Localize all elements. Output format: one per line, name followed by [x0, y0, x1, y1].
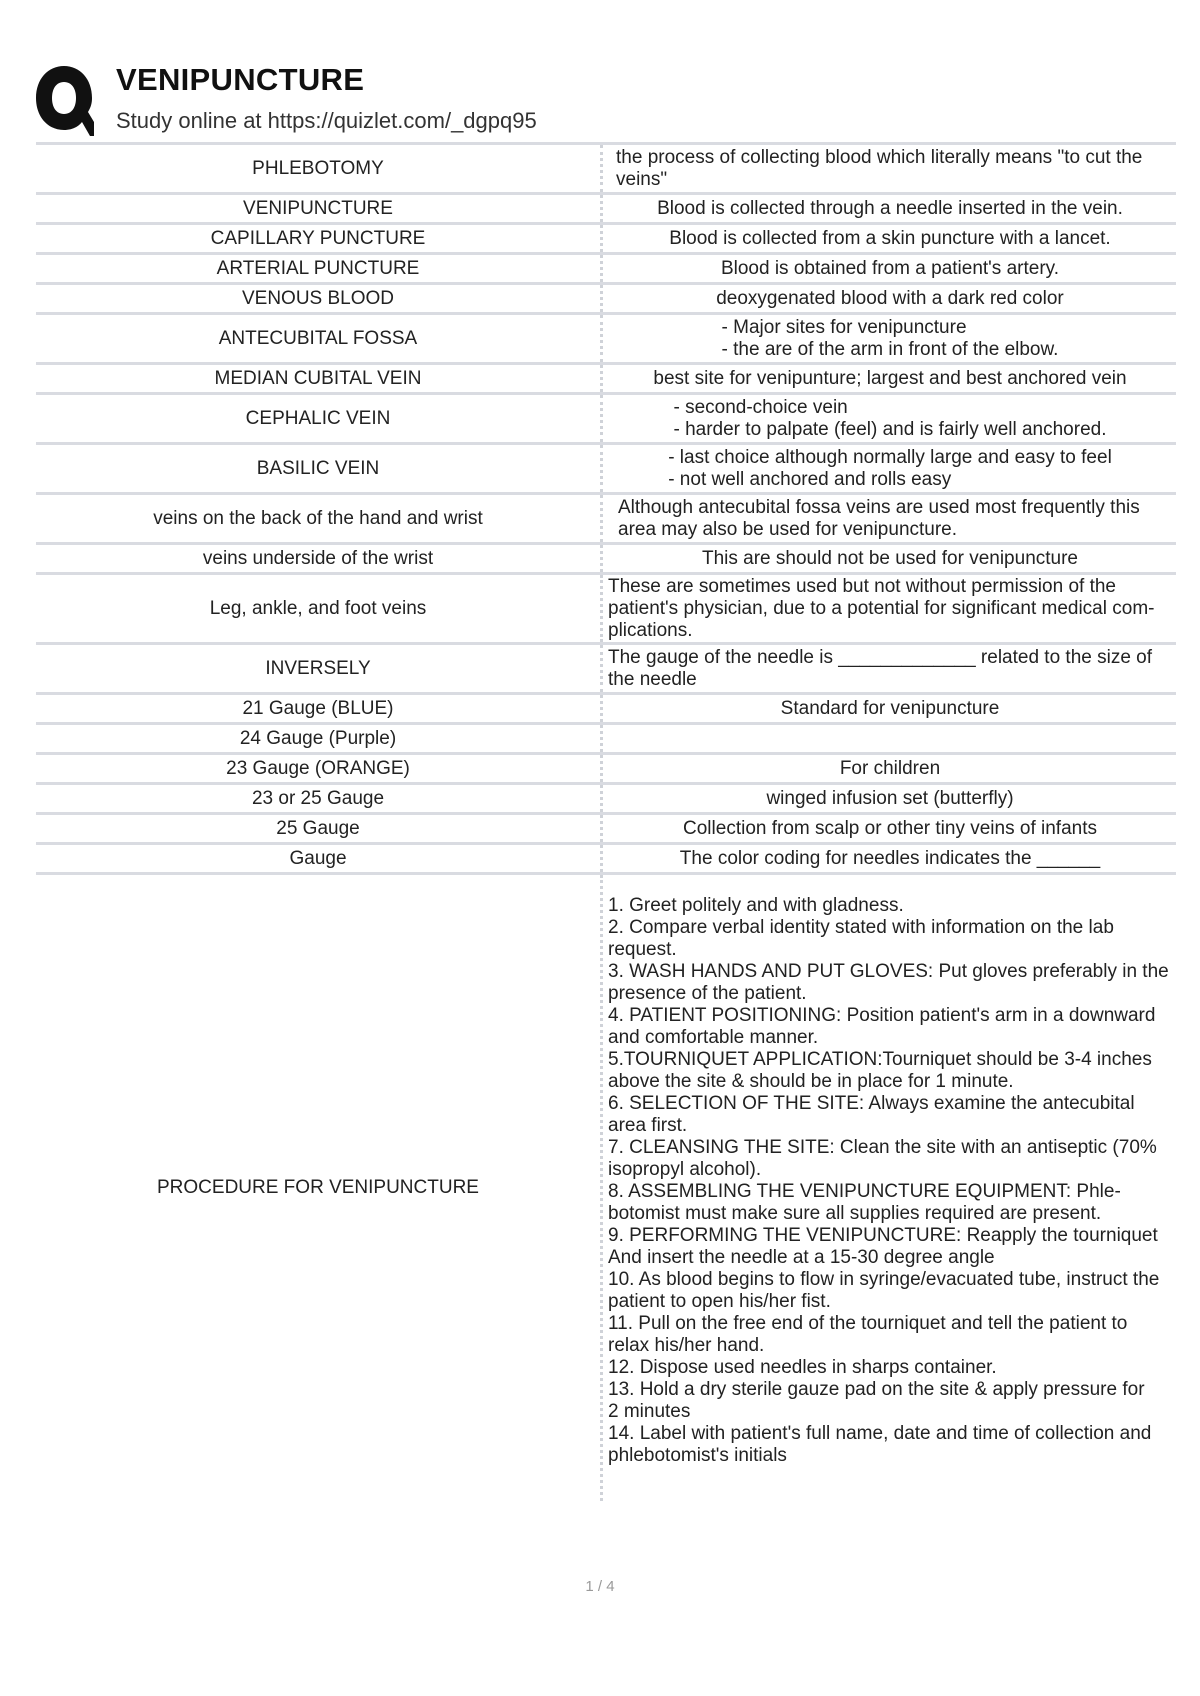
- definition-cell: - second-choice vein - harder to palpate (feel) and is fairly well anchored.: [673, 396, 1107, 440]
- table-row: [36, 695, 1176, 725]
- table-row: [36, 365, 1176, 395]
- quizlet-logo-icon: [36, 60, 94, 140]
- table-row: [36, 445, 1176, 495]
- table-row: [36, 395, 1176, 445]
- study-online-link[interactable]: Study online at https://quizlet.com/_dgpq95: [116, 108, 537, 133]
- page-number: 1 / 4: [585, 1578, 615, 1595]
- definition-cell: Blood is collected through a needle inserted in the vein.: [657, 197, 1123, 219]
- table-row: [36, 575, 1176, 645]
- table-row: [36, 495, 1176, 545]
- table-row: [36, 315, 1176, 365]
- term-cell: 21 Gauge (BLUE): [242, 697, 394, 719]
- definition-cell: Although antecubital fossa veins are used most frequently this area may also be used for venipuncture.: [618, 496, 1140, 540]
- definition-cell: [604, 725, 1176, 752]
- table-row: [36, 815, 1176, 845]
- table-row: [36, 285, 1176, 315]
- table-row: [36, 255, 1176, 285]
- definition-cell: - last choice although normally large and easy to feel - not well anchored and rolls easy: [668, 446, 1112, 490]
- definition-cell: This are should not be used for venipuncture: [701, 547, 1078, 569]
- term-cell: PROCEDURE FOR VENIPUNCTURE: [157, 1177, 479, 1198]
- definition-cell: Blood is obtained from a patient's artery.: [720, 257, 1060, 279]
- definition-cell: - Major sites for venipuncture - the are of the arm in front of the elbow.: [721, 316, 1059, 360]
- term-cell: 24 Gauge (Purple): [239, 727, 397, 749]
- term-cell: veins underside of the wrist: [202, 547, 434, 569]
- table-row: [36, 225, 1176, 255]
- term-cell: ANTECUBITAL FOSSA: [218, 327, 418, 349]
- definition-cell: The gauge of the needle is _____________ related to the size of the needle: [608, 646, 1153, 690]
- definition-cell: Collection from scalp or other tiny veins of infants: [683, 817, 1097, 839]
- definition-cell: 1. Greet politely and with gladness. 2. Compare verbal identity stated with information on the lab request. 3. WASH HANDS AND PUT GLOVES: Put gloves preferably in the presence of the patient. 4. PATIENT POSITIONING: Position patient's arm in a downward and comfortable manner. 5.TOURNIQUET APPLICATION:Tourniquet should be 3-4 inches above the site & should be in place for 1 minute. 6. SELECTION OF THE SITE: Always examine the antecubital area first. 7. CLEANSING THE SITE: Clean the site with an antiseptic (70% isopropyl alcohol). 8. ASSEMBLING THE VENIPUNCTURE EQUIPMENT: Phle- botomist must make sure all supplies required are present. 9. PERFORMING THE VENIPUNCTURE: Reapply the tourniquet And insert the needle at a 15-30 degree angle 10. As blood begins to flow in syringe/evacuated tube, instruct the patient to open his/her fist. 11. Pull on the free end of the tourniquet and tell the patient to relax his/her hand. 12. Dispose used needles in sharps container. 13. Hold a dry sterile gauze pad on the site & apply pressure for 2 minutes 14. Label with patient's full name, date and time of collection and phlebotomist's initials: [608, 895, 1169, 1466]
- flashcard-table: [36, 142, 1176, 1501]
- document-header: [36, 58, 1176, 142]
- term-cell: MEDIAN CUBITAL VEIN: [214, 367, 422, 389]
- definition-cell: For children: [839, 757, 941, 779]
- term-cell: INVERSELY: [265, 657, 371, 679]
- table-row: [36, 755, 1176, 785]
- table-row: [36, 725, 1176, 755]
- term-cell: CAPILLARY PUNCTURE: [210, 227, 426, 249]
- term-cell: BASILIC VEIN: [256, 457, 380, 479]
- definition-cell: These are sometimes used but not without permission of the patient's physician, due to a potential for significant medical com- plications.: [608, 575, 1155, 641]
- definition-cell: The color coding for needles indicates the ______: [679, 847, 1101, 869]
- term-cell: PHLEBOTOMY: [252, 157, 384, 179]
- definition-cell: deoxygenated blood with a dark red color: [716, 287, 1064, 309]
- definition-cell: Standard for venipuncture: [780, 697, 1000, 719]
- term-cell: VENIPUNCTURE: [243, 197, 393, 219]
- table-row: [36, 195, 1176, 225]
- term-cell: 23 or 25 Gauge: [251, 787, 385, 809]
- table-row: [36, 145, 1176, 195]
- term-cell: 23 Gauge (ORANGE): [226, 757, 410, 779]
- table-row: [36, 875, 1176, 1501]
- definition-cell: best site for venipunture; largest and best anchored vein: [653, 367, 1127, 389]
- table-row: [36, 785, 1176, 815]
- definition-cell: the process of collecting blood which literally means "to cut the veins": [616, 146, 1143, 190]
- definition-cell: winged infusion set (butterfly): [766, 787, 1014, 809]
- term-cell: VENOUS BLOOD: [241, 287, 395, 309]
- table-row: [36, 845, 1176, 875]
- table-row: [36, 545, 1176, 575]
- page-title: VENIPUNCTURE: [116, 62, 365, 97]
- term-cell: Leg, ankle, and foot veins: [209, 597, 427, 619]
- term-cell: veins on the back of the hand and wrist: [153, 507, 483, 529]
- term-cell: 25 Gauge: [276, 817, 360, 839]
- definition-cell: Blood is collected from a skin puncture with a lancet.: [669, 227, 1111, 249]
- table-row: [36, 645, 1176, 695]
- term-cell: Gauge: [289, 847, 347, 869]
- term-cell: ARTERIAL PUNCTURE: [216, 257, 420, 279]
- term-cell: CEPHALIC VEIN: [245, 407, 391, 429]
